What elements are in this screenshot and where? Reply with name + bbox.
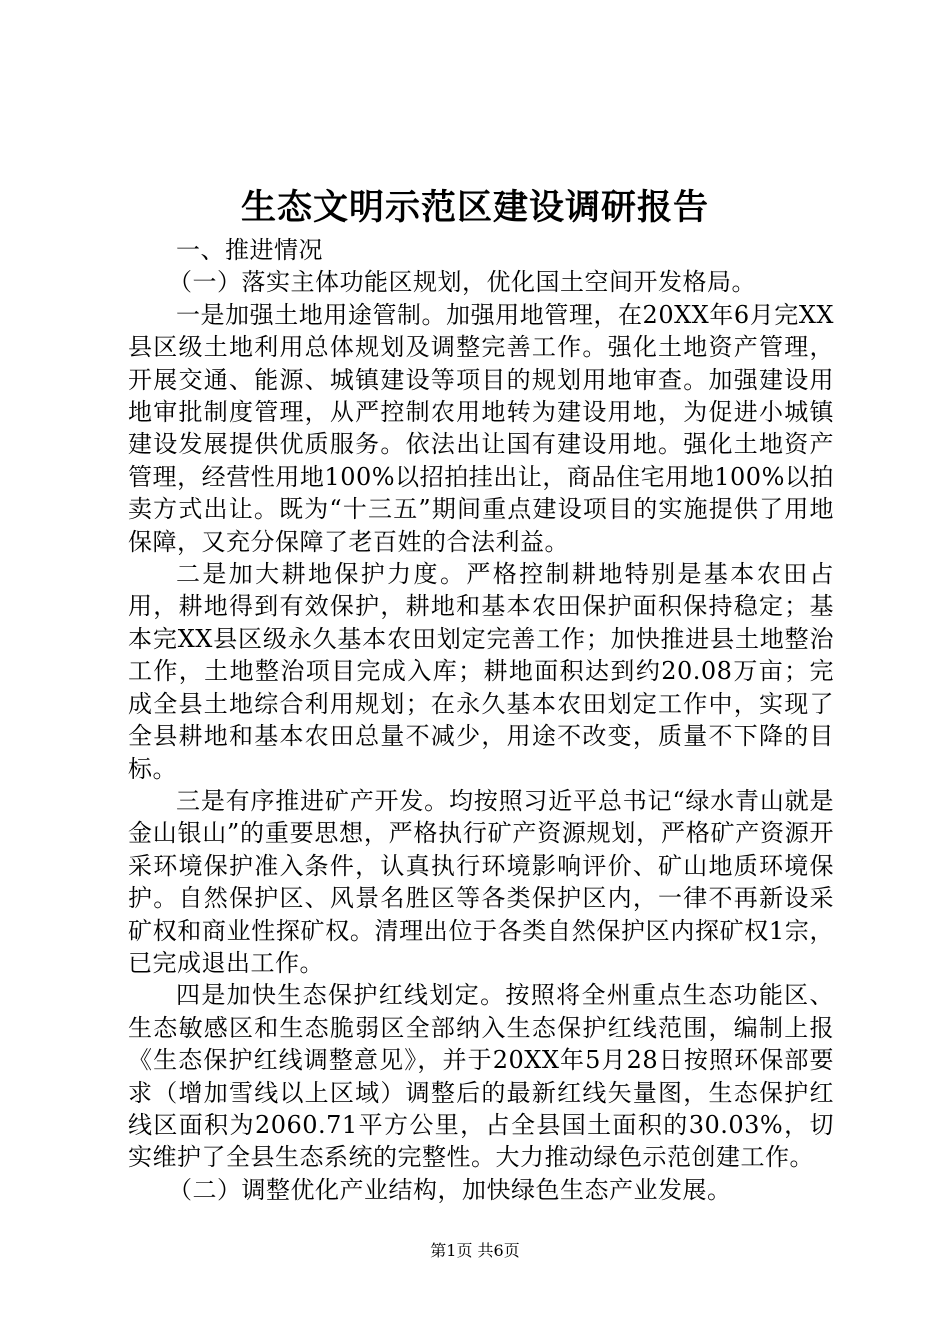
- document-title: 生态文明示范区建设调研报告: [240, 187, 709, 228]
- paragraph-mining: 三是有序推进矿产开发。均按照习近平总书记“绿水青山就是金山银山”的重要思想，严格执行矿产资源规划，严格矿产资源开采环境保护准入条件，认真执行环境影响评价、矿山地质环境保护。自然保护区、风景名胜区等各类保护区内，一律不再新设采矿权和商业性探矿权。清理出位于各类自然保护区内探矿权1宗，已完成退出工作。: [128, 786, 834, 977]
- page-number-footer: 第1页 共6页: [430, 1241, 520, 1260]
- document-body: [128, 234, 834, 1206]
- subsection-heading: （二）调整优化产业结构，加快绿色生态产业发展。: [168, 1175, 732, 1204]
- subsection-heading: （一）落实主体功能区规划，优化国土空间开发格局。: [168, 268, 756, 297]
- paragraph-redline: 四是加快生态保护红线划定。按照将全州重点生态功能区、生态敏感区和生态脆弱区全部纳入生态保护红线范围，编制上报《生态保护红线调整意见》，并于20XX年5月28日按照环保部要求（增加雪线以上区域）调整后的最新红线矢量图，生态保护红线区面积为2060.71平方公里，占全县国土面积的30.03%，切实维护了全县生态系统的完整性。大力推动绿色示范创建工作。: [128, 981, 834, 1172]
- paragraph-farmland: 二是加大耕地保护力度。严格控制耕地特别是基本农田占用，耕地得到有效保护，耕地和基本农田保护面积保持稳定；基本完XX县区级永久基本农田划定完善工作；加快推进县土地整治工作，土地整治项目完成入库；耕地面积达到约20.08万亩；完成全县土地综合利用规划；在永久基本农田划定工作中，实现了全县耕地和基本农田总量不减少，用途不改变，质量不下降的目标。: [128, 560, 834, 783]
- paragraph-land-use: 一是加强土地用途管制。加强用地管理，在20XX年6月完XX县区级土地利用总体规划及调整完善工作。强化土地资产管理，开展交通、能源、城镇建设等项目的规划用地审查。加强建设用地审批制度管理，从严控制农用地转为建设用地，为促进小城镇建设发展提供优质服务。依法出让国有建设用地。强化土地资产管理，经营性用地100%以招拍挂出让，商品住宅用地100%以拍卖方式出让。既为“十三五”期间重点建设项目的实施提供了用地保障，又充分保障了老百姓的合法利益。: [128, 300, 834, 556]
- section-heading: 一、推进情况: [176, 236, 323, 264]
